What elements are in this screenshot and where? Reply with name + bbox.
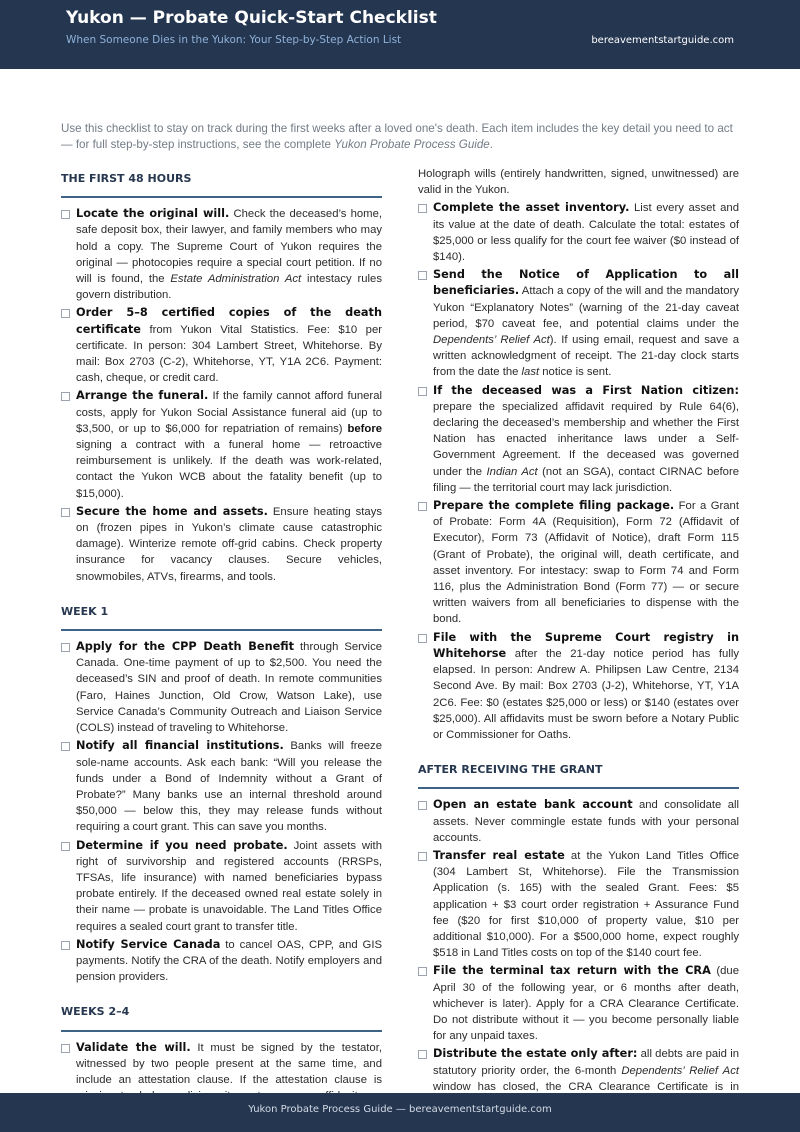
footer-text: Yukon Probate Process Guide — bereavementstartguide.com xyxy=(248,1104,552,1115)
item-text: For a Grant of Probate: Form 4A (Requisition), Form 72 (Affidavit of Executor), Form 73 (Affidavit of Notice), draft Form 115 (Grant of Probate), the original will, death certificate, and asset inventory. For intestacy: swap to Form 74 and Form 116, plus the Administration Bond (Form 77) — or secure written waivers from all beneficiaries to dispense with the bond. xyxy=(433,500,739,626)
item-title: Distribute the estate only after: xyxy=(433,1047,638,1061)
checkbox[interactable] xyxy=(418,502,427,511)
item-text: all debts are paid in statutory priority order, the 6-month xyxy=(433,1048,739,1077)
checklist-item xyxy=(418,498,739,628)
continued-text: Holograph wills (entirely handwritten, signed, unwitnessed) are valid in the Yukon. xyxy=(418,168,739,197)
section-heading-after-grant: AFTER RECEIVING THE GRANT xyxy=(418,757,739,789)
section-heading-week-1: WEEK 1 xyxy=(61,599,382,631)
item-text: Ensure heating stays on (frozen pipes in Yukon’s climate cause catastrophic damage). Winterize remote off-grid cabins. Check property insurance for vacancy clauses. Secure vehicles, snowmobiles, ATVs, firearms, and tools. xyxy=(76,505,382,583)
checklist-item xyxy=(418,848,739,961)
item-title: Notify all financial institutions. xyxy=(76,739,284,753)
item-emphasis: Indian Act xyxy=(486,465,538,478)
page-footer xyxy=(0,1093,800,1132)
item-title: File the terminal tax return with the CRA xyxy=(433,964,711,978)
item-title: Determine if you need probate. xyxy=(76,838,288,852)
checklist-item xyxy=(61,504,382,585)
item-text: Check the deceased’s home, safe deposit box, their lawyer, and family members who may hold a copy. The Supreme Court of Yukon requires the original — photocopies require a special court petition. If no will is found, the xyxy=(76,208,382,286)
checklist-item xyxy=(418,797,739,846)
item-title: Send the Notice of Application to all beneficiaries. xyxy=(433,268,739,298)
item-text: Attach a copy of the will and the mandatory Yukon “Explanatory Notes” (warning of the 21-day caveat period, $70 caveat fee, and potential claims under the xyxy=(433,285,739,330)
checkbox[interactable] xyxy=(61,1044,70,1053)
item-text: window has closed, the CRA Clearance Certificate is in xyxy=(433,1080,739,1093)
item-text: at the Yukon Land Titles Office (304 Lambert St, Whitehorse). File the Transmission Application (s. 165) with the sealed Grant. Fees: $5 application + $3 court order registration + Assurance Fund fee ($20 for first $10,000 of property value, $10 per additional $10,000). For a $500,000 home, expect roughly $518 in Land Titles costs on top of the $140 court fee. xyxy=(433,849,740,960)
item-text: Joint assets with right of survivorship and registered accounts (RRSPs, TFSAs, life insurance) with named beneficiaries bypass probate entirely. If the deceased owned real estate solely in their name — probate is unavoidable. The Land Titles Office requires a sealed court grant to transfer title. xyxy=(76,839,382,933)
checkbox[interactable] xyxy=(61,842,70,851)
checkbox[interactable] xyxy=(61,742,70,751)
checkbox[interactable] xyxy=(61,309,70,318)
item-text: Banks will freeze sole-name accounts. Ask each bank: “Will you release the funds under a Bond of Indemnity without a Grant of Probate?” Many banks use an internal threshold around $50,000 — below this, they may release funds without requiring a court grant. This can save you months. xyxy=(76,740,382,834)
left-column xyxy=(61,166,382,1106)
item-text: to cancel OAS, CPP, and GIS payments. Notify the CRA of the death. Notify employers and pension providers. xyxy=(76,938,383,984)
checklist-item xyxy=(61,305,382,386)
item-text: through Service Canada. One-time payment of up to $2,500. You need the deceased’s SIN and proof of death. In remote communities (Faro, Haines Junction, Old Crow, Watson Lake), use Service Canada’s Community Outreach and Liaison Service (COLS) instead of traveling to Whitehorse. xyxy=(76,641,382,735)
item-title: Order 5–8 certified copies of the death certificate xyxy=(76,306,382,336)
item-title: Arrange the funeral. xyxy=(76,389,209,403)
checklist-item xyxy=(418,383,739,496)
page-header xyxy=(0,0,800,69)
item-title: File with the Supreme Court registry in Whitehorse xyxy=(433,630,739,660)
checklist-item xyxy=(418,630,739,743)
item-text: If the family cannot afford funeral costs, apply for Yukon Social Assistance funeral aid (up to $3,500, or up to $6,000 for repatriation of remains) xyxy=(76,390,382,435)
checklist-item xyxy=(61,206,382,303)
checklist-item xyxy=(418,963,739,1044)
page-title: Yukon — Probate Quick-Start Checklist xyxy=(66,8,437,28)
checklist-item xyxy=(61,388,382,501)
item-title: Complete the asset inventory. xyxy=(433,201,630,215)
item-text: (not an SGA), contact CIRNAC before filing — the territorial court may lack jurisdiction. xyxy=(433,465,740,494)
checkbox[interactable] xyxy=(418,801,427,810)
item-title: Apply for the CPP Death Benefit xyxy=(76,640,295,654)
item-title: Locate the original will. xyxy=(76,207,230,221)
item-title: Notify Service Canada xyxy=(76,937,221,951)
checkbox[interactable] xyxy=(61,941,70,950)
checkbox[interactable] xyxy=(418,852,427,861)
item-title: Secure the home and assets. xyxy=(76,504,268,518)
intro-paragraph xyxy=(61,121,741,153)
item-title: Transfer real estate xyxy=(433,848,565,862)
checkbox[interactable] xyxy=(61,508,70,517)
item-title: Open an estate bank account xyxy=(433,798,633,812)
guide-link[interactable]: Yukon Probate Process Guide xyxy=(334,138,490,151)
section-heading-first-48-hours: THE FIRST 48 HOURS xyxy=(61,166,382,198)
item-text: signing a contract with a funeral home — retroactive reimbursement is unlikely. If the death was work-related, contact the Yukon WCB about the fatality benefit (up to $15,000). xyxy=(76,439,382,500)
checkbox[interactable] xyxy=(61,392,70,401)
item-emphasis: Estate Administration Act xyxy=(170,273,302,286)
checkbox[interactable] xyxy=(61,210,70,219)
item-emphasis: Dependents’ Relief Act xyxy=(621,1064,739,1077)
section-heading-weeks-2-4: WEEKS 2–4 xyxy=(61,999,382,1031)
item-emphasis: Dependents’ Relief Act xyxy=(433,334,550,347)
item-text: ). If using email, request and save a written acknowledgment of receipt. The 21-day clock starts from the date the xyxy=(433,334,739,379)
right-column xyxy=(418,166,739,1129)
item-strong: before xyxy=(347,422,382,435)
checklist-item xyxy=(61,639,382,736)
intro-text: Use this checklist to stay on track during the first weeks after a loved one's death. Each item includes the key detail you need to act — for full step-by-step instructions, see the complete xyxy=(61,122,733,151)
checklist-item xyxy=(418,200,739,265)
checkbox[interactable] xyxy=(418,967,427,976)
checkbox[interactable] xyxy=(418,271,427,280)
item-text: It must be signed by the testator, witnessed by two people present at the same time, and include an attestation clause. If the attestation clause is xyxy=(76,1041,382,1086)
checkbox[interactable] xyxy=(418,1050,427,1059)
item-text: notice is sent. xyxy=(539,366,612,379)
item-text: after the 21-day notice period has fully elapsed. In person: Andrew A. Philipsen Law Centre, 2134 Second Ave. By mail: Box 2703 (J-2), Whitehorse, YT, Y1A 2C6. Fee: $0 (estates $25,000 or less) or $140 (estates over $25,000). All affidavits must be sworn before a Notary Public or Commissioner for Oaths. xyxy=(433,647,739,741)
site-link[interactable]: bereavementstartguide.com xyxy=(591,35,734,46)
item-text: prepare the specialized affidavit required by Rule 64(6), declaring the deceased’s membership and whether the First Nation has enacted inheritance laws under a Self-Government Agreement. If the deceased was governed under the xyxy=(433,400,739,478)
checkbox[interactable] xyxy=(418,204,427,213)
checkbox[interactable] xyxy=(418,634,427,643)
item-text: (due April 30 of the following year, or 6 months after death, whichever is later). Apply for a CRA Clearance Certificate. Do not distribute without it — you become personally liable for any unpaid taxes. xyxy=(433,965,739,1043)
checklist-item xyxy=(418,267,739,380)
item-text: List every asset and its value at the date of death. Calculate the total: estates of $25,000 or less qualify for the court fee waiver ($0 instead of $140). xyxy=(433,202,739,264)
item-text: intestacy rules govern distribution. xyxy=(76,273,382,302)
checklist-item xyxy=(61,738,382,835)
item-title: Prepare the complete filing package. xyxy=(433,499,675,513)
checkbox[interactable] xyxy=(418,387,427,396)
checklist-item xyxy=(61,937,382,986)
page-subtitle: When Someone Dies in the Yukon: Your Step-by-Step Action List xyxy=(66,34,402,46)
item-text: from Yukon Vital Statistics. Fee: $10 per certificate. In person: 304 Lambert Street, Whitehorse. By mail: Box 2703 (C-2), Whitehorse, YT, Y1A 2C6. Payment: cash, cheque, or credit card. xyxy=(76,323,382,385)
item-title: Validate the will. xyxy=(76,1040,191,1054)
item-title: If the deceased was a First Nation citizen: xyxy=(433,383,739,397)
checklist-item xyxy=(61,838,382,935)
item-emphasis: last xyxy=(521,366,540,379)
item-text: and consolidate all assets. Never commingle estate funds with your personal accounts. xyxy=(433,799,739,844)
intro-end: . xyxy=(489,138,493,151)
checkbox[interactable] xyxy=(61,643,70,652)
